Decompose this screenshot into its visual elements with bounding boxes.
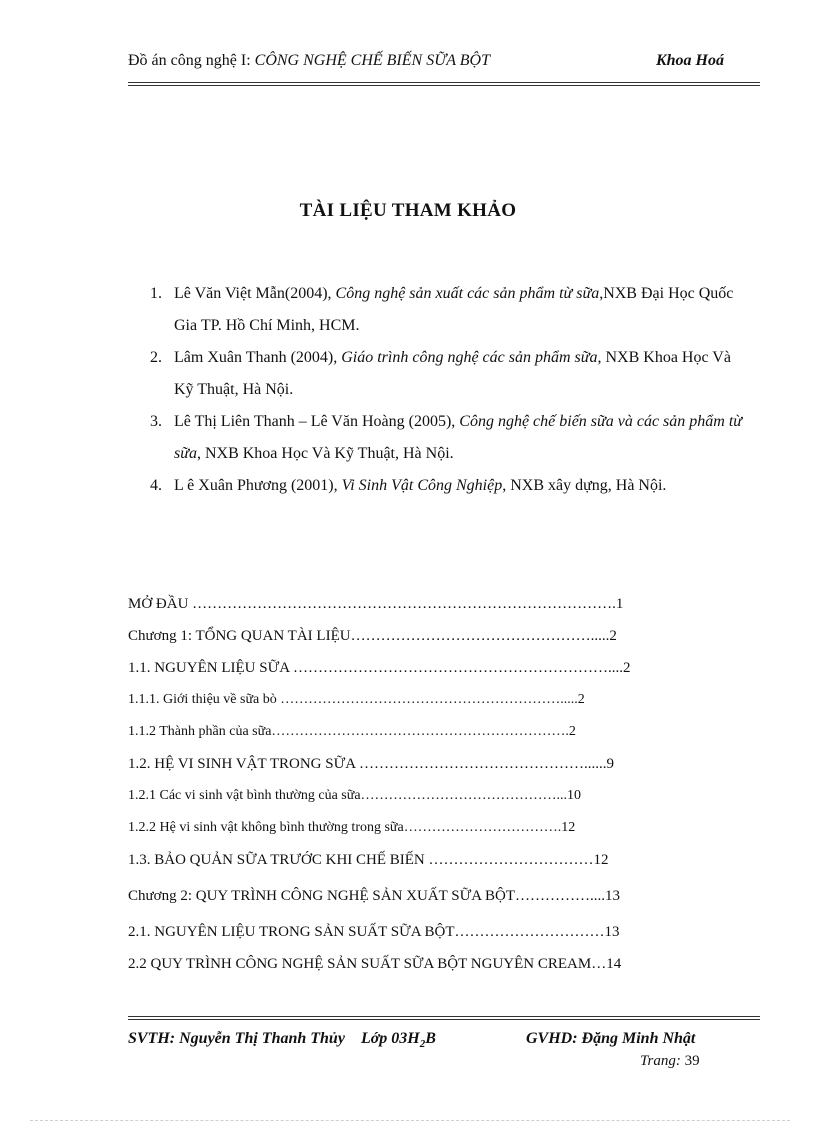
reference-number: 4.	[150, 477, 162, 494]
reference-number: 1.	[150, 285, 162, 302]
toc-entry: 1.1. NGUYÊN LIỆU SỮA ………………………………………………………....2	[128, 660, 631, 676]
class-code: Lớp $03H_2B$	[360, 1030, 436, 1051]
reference-number: 3.	[150, 413, 162, 430]
reference-author: Lê Văn Việt Mẫn(2004),	[174, 285, 332, 302]
footer-rule-1	[128, 1016, 760, 1017]
reference-list	[150, 278, 750, 502]
reference-work: Công nghệ chế biến sữa và các sản phẩm từ sữa	[174, 413, 742, 462]
footer-supervisor: GVHD: Đặng Minh Nhật	[526, 1030, 696, 1047]
reference-publisher: ,NXB Đại Học Quốc Gia TP. Hồ Chí Minh, HCM.	[174, 285, 734, 334]
toc-entry: 1.1.1. Giới thiệu về sữa bò …………………………………………………….....2	[128, 692, 585, 707]
footer-student	[128, 1030, 436, 1050]
page-bottom-divider	[30, 1120, 790, 1121]
toc-entry: 2.1. NGUYÊN LIỆU TRONG SẢN SUẤT SỮA BỘT…………………………13	[128, 924, 620, 940]
reference-item	[150, 342, 750, 406]
header-topic: CÔNG NGHỆ CHẾ BIẾN SỮA BỘT	[254, 52, 490, 69]
header-course: Đồ án công nghệ I:	[128, 52, 251, 69]
reference-item	[150, 406, 750, 470]
toc-entry: 2.2 QUY TRÌNH CÔNG NGHỆ SẢN SUẤT SỮA BỘT NGUYÊN CREAM…14	[128, 956, 622, 972]
reference-author: Lâm Xuân Thanh (2004),	[174, 349, 338, 366]
toc-entry: 1.2.1 Các vi sinh vật bình thường của sữa……………………………………...10	[128, 788, 582, 803]
toc-entry: 1.3. BẢO QUẢN SỮA TRƯỚC KHI CHẾ BIẾN ……………………………12	[128, 852, 609, 868]
reference-author: Lê Thị Liên Thanh – Lê Văn Hoàng (2005),	[174, 413, 456, 430]
header-faculty: Khoa Hoá	[655, 52, 724, 69]
reference-publisher: , NXB xây dựng, Hà Nội.	[502, 477, 667, 494]
reference-number: 2.	[150, 349, 162, 366]
toc-entry: Chương 2: QUY TRÌNH CÔNG NGHỆ SẢN XUẤT SỮA BỘT……………....13	[128, 888, 621, 904]
footer-rule-2	[128, 1019, 760, 1020]
reference-work: Vi Sinh Vật Công Nghiệp	[341, 477, 503, 494]
toc-entry: Chương 1: TỔNG QUAN TÀI LIỆU………………………………………….....2	[128, 628, 617, 644]
reference-work: Giáo trình công nghệ các sản phẩm sữa	[341, 349, 598, 366]
reference-publisher: , NXB Khoa Học Và Kỹ Thuật, Hà Nội.	[196, 445, 454, 462]
reference-item	[150, 278, 750, 342]
toc-entry: 1.1.2 Thành phần của sữa……………………………………………………….2	[128, 724, 576, 739]
header-rule-1	[128, 82, 760, 83]
page-title: TÀI LIỆU THAM KHẢO	[299, 200, 517, 221]
reference-work: Công nghệ sản xuất các sản phẩm từ sữa	[335, 285, 600, 302]
toc-entry: MỞ ĐẦU ………………………………………………………………………….1	[128, 596, 624, 612]
reference-author: L ê Xuân Phương (2001),	[174, 477, 338, 494]
toc-entry: 1.2.2 Hệ vi sinh vật không bình thường trong sữa…………………………….12	[128, 820, 576, 835]
header-course-title	[128, 52, 490, 70]
page-number: Trang: 39	[640, 1053, 700, 1069]
student-name: SVTH: Nguyễn Thị Thanh Thủy	[128, 1030, 345, 1047]
reference-item	[150, 470, 750, 502]
toc-entry: 1.2. HỆ VI SINH VẬT TRONG SỮA ………………………………………......9	[128, 756, 614, 772]
reference-publisher: , NXB Khoa Học Và Kỹ Thuật, Hà Nội.	[174, 349, 731, 398]
header-rule-2	[128, 85, 760, 86]
page-header	[128, 50, 724, 74]
